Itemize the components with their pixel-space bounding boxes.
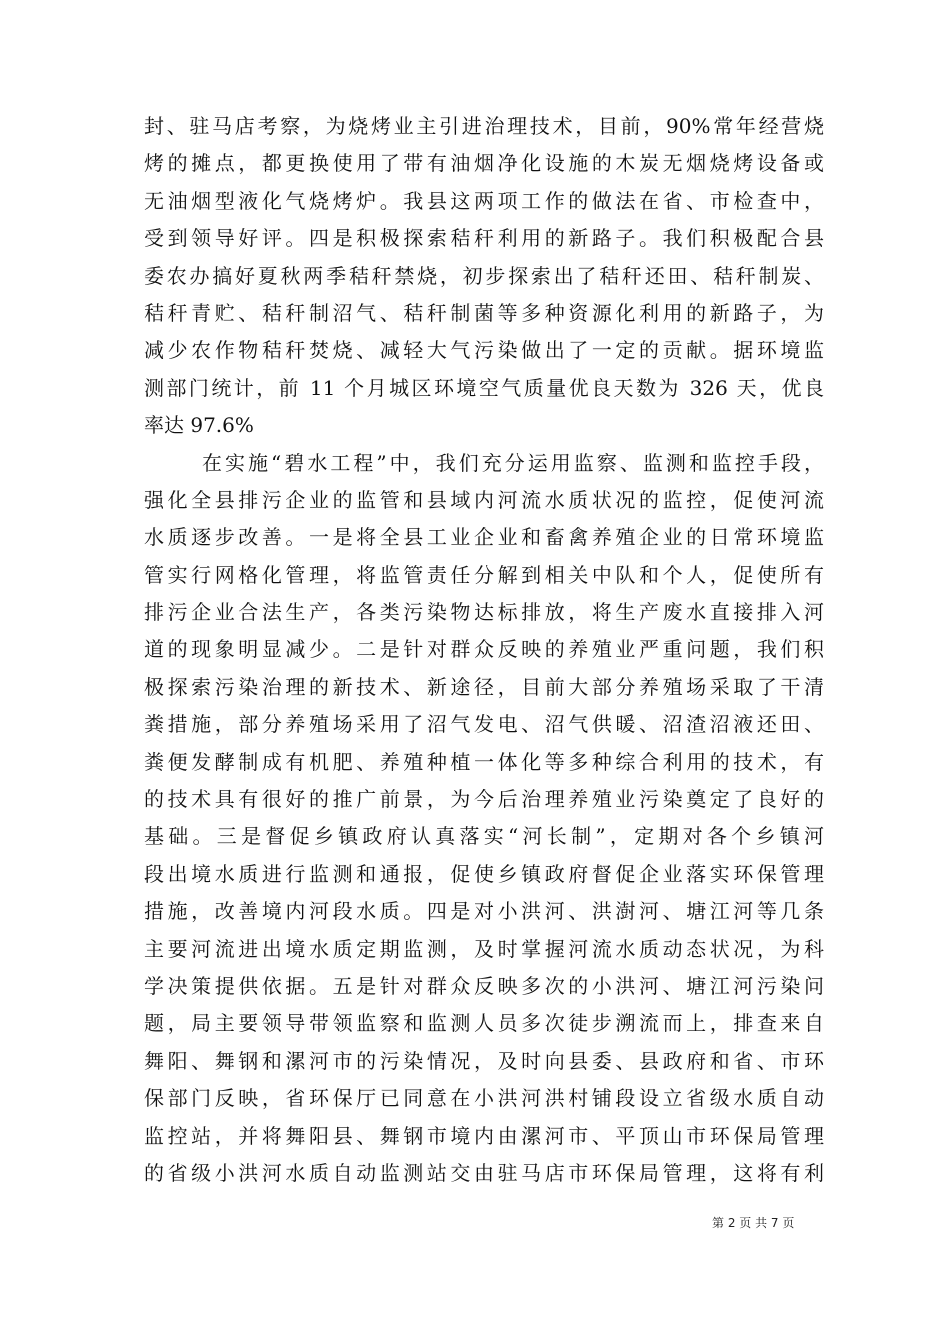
text-line: 基础。三是督促乡镇政府认真落实“河长制”，定期对各个乡镇河 (144, 824, 824, 849)
text-line: 粪便发酵制成有机肥、养殖种植一体化等多种综合利用的技术，有 (144, 749, 824, 774)
text-line: 管实行网格化管理，将监管责任分解到相关中队和个人，促使所有 (144, 562, 824, 587)
text-line: 委农办搞好夏秋两季秸秆禁烧，初步探索出了秸秆还田、秸秆制炭、 (144, 263, 824, 288)
text-line: 主要河流进出境水质定期监测，及时掌握河流水质动态状况，为科 (144, 936, 824, 961)
text-line: 在实施“碧水工程”中，我们充分运用监察、监测和监控手段， (202, 450, 824, 475)
text-line: 的技术具有很好的推广前景，为今后治理养殖业污染奠定了良好的 (144, 787, 824, 812)
text-line: 封、驻马店考察，为烧烤业主引进治理技术，目前，90%常年经营烧 (144, 114, 824, 138)
paragraph-1 (144, 108, 824, 445)
body-text (144, 108, 824, 1192)
text-line: 减少农作物秸秆焚烧、减轻大气污染做出了一定的贡献。据环境监 (144, 338, 824, 363)
text-line: 率达 97.6% (144, 413, 254, 438)
text-line: 措施，改善境内河段水质。四是对小洪河、洪澍河、塘江河等几条 (144, 899, 824, 924)
paragraph-2 (144, 445, 824, 1193)
text-line: 测部门统计，前 11 个月城区环境空气质量优良天数为 326 天，优良 (144, 375, 824, 400)
text-line: 道的现象明显减少。二是针对群众反映的养殖业严重问题，我们积 (144, 637, 824, 662)
text-line: 题，局主要领导带领监察和监测人员多次徒步溯流而上，排查来自 (144, 1011, 824, 1036)
text-line: 极探索污染治理的新技术、新途径，目前大部分养殖场采取了干清 (144, 674, 824, 699)
text-line: 保部门反映，省环保厅已同意在小洪河洪村铺段设立省级水质自动 (144, 1086, 824, 1111)
text-line: 段出境水质进行监测和通报，促使乡镇政府督促企业落实环保管理 (144, 861, 824, 886)
text-line: 强化全县排污企业的监管和县域内河流水质状况的监控，促使河流 (144, 487, 824, 512)
text-line: 监控站，并将舞阳县、舞钢市境内由漯河市、平顶山市环保局管理 (144, 1123, 824, 1148)
text-line: 水质逐步改善。一是将全县工业企业和畜禽养殖企业的日常环境监 (144, 525, 824, 550)
text-line: 排污企业合法生产，各类污染物达标排放，将生产废水直接排入河 (144, 600, 824, 625)
text-line: 的省级小洪河水质自动监测站交由驻马店市环保局管理，这将有利 (144, 1160, 824, 1185)
text-line: 受到领导好评。四是积极探索秸秆利用的新路子。我们积极配合县 (144, 226, 824, 251)
text-line: 粪措施，部分养殖场采用了沼气发电、沼气供暖、沼渣沼液还田、 (144, 712, 824, 737)
text-line: 秸秆青贮、秸秆制沼气、秸秆制菌等多种资源化利用的新路子，为 (144, 300, 824, 325)
text-line: 学决策提供依据。五是针对群众反映多次的小洪河、塘江河污染问 (144, 973, 824, 998)
text-line: 舞阳、舞钢和漯河市的污染情况，及时向县委、县政府和省、市环 (144, 1048, 824, 1073)
text-line: 烤的摊点，都更换使用了带有油烟净化设施的木炭无烟烧烤设备或 (144, 151, 824, 176)
text-line: 无油烟型液化气烧烤炉。我县这两项工作的做法在省、市检查中， (144, 188, 824, 213)
page-number: 第 2 页 共 7 页 (712, 1216, 795, 1230)
